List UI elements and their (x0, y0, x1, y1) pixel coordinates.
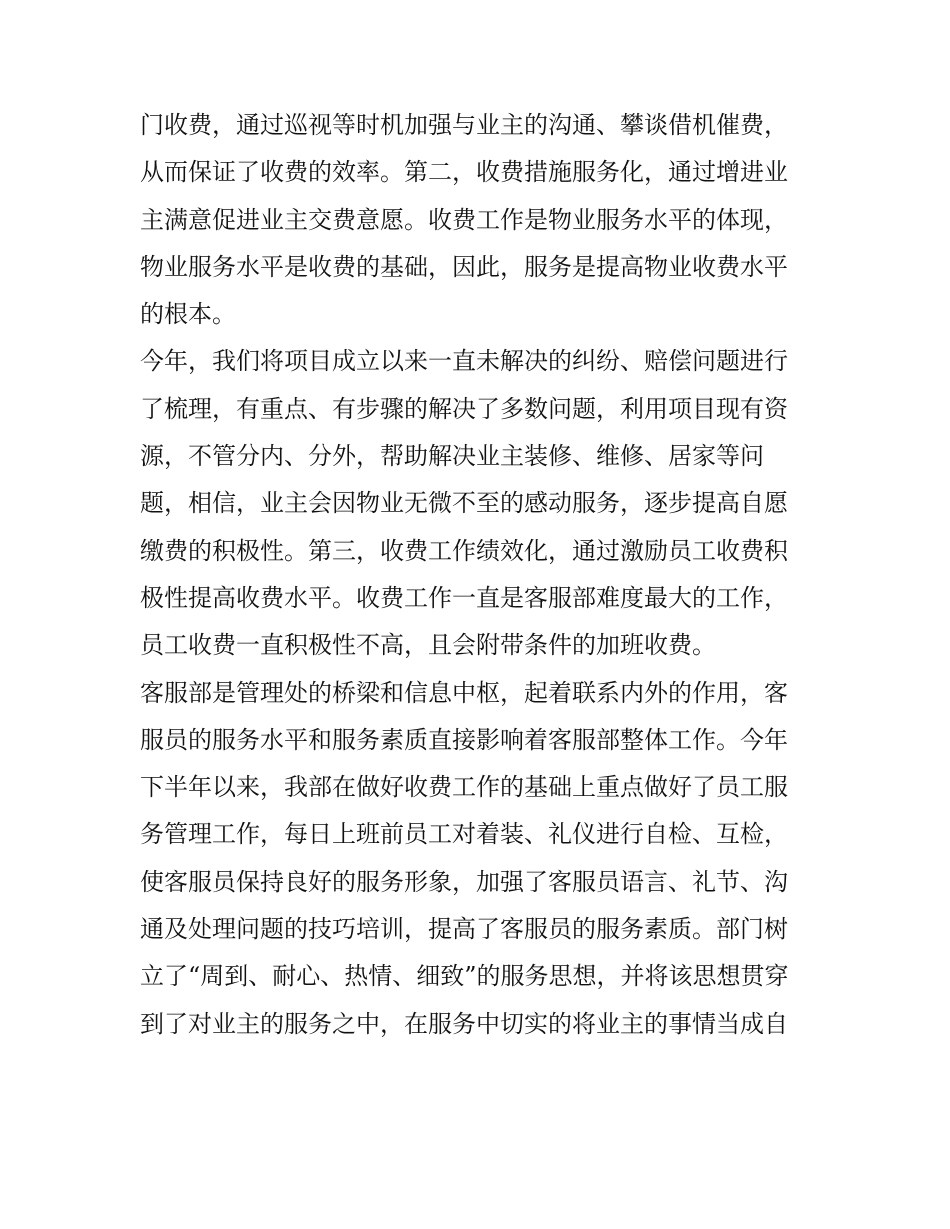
text-line: 务管理工作，每日上班前员工对着装、礼仪进行自检、互检， (140, 820, 788, 849)
text-line: 立了“周到、耐心、热情、细致”的服务思想，并将该思想贯穿 (140, 962, 789, 991)
text-line: 服员的服务水平和服务素质直接影响着客服部整体工作。今年 (140, 725, 788, 754)
text-line: 极性提高收费水平。收费工作一直是客服部难度最大的工作， (140, 583, 788, 612)
text-line: 客服部是管理处的桥梁和信息中枢，起着联系内外的作用，客 (140, 678, 788, 707)
text-line: 今年，我们将项目成立以来一直未解决的纠纷、赔偿问题进行 (140, 347, 788, 376)
text-line: 下半年以来，我部在做好收费工作的基础上重点做好了员工服 (140, 773, 788, 802)
document-body (140, 102, 820, 1048)
text-line: 主满意促进业主交费意愿。收费工作是物业服务水平的体现， (140, 205, 788, 234)
text-line: 了梳理，有重点、有步骤的解决了多数问题，利用项目现有资 (140, 394, 788, 423)
text-line: 使客服员保持良好的服务形象，加强了客服员语言、礼节、沟 (140, 867, 788, 896)
text-line: 门收费，通过巡视等时机加强与业主的沟通、攀谈借机催费， (140, 111, 788, 139)
text-line: 题，相信，业主会因物业无微不至的感动服务，逐步提高自愿 (140, 489, 788, 518)
text-line: 到了对业主的服务之中，在服务中切实的将业主的事情当成自 (140, 1009, 788, 1038)
text-line: 员工收费一直积极性不高，且会附带条件的加班收费。 (140, 631, 716, 660)
text-line: 的根本。 (140, 300, 236, 329)
text-line: 从而保证了收费的效率。第二，收费措施服务化，通过增进业 (140, 158, 788, 187)
text-line: 缴费的积极性。第三，收费工作绩效化，通过激励员工收费积 (140, 536, 788, 565)
text-line: 通及处理问题的技巧培训，提高了客服员的服务素质。部门树 (140, 915, 788, 944)
text-line: 物业服务水平是收费的基础，因此，服务是提高物业收费水平 (140, 252, 788, 281)
text-line: 源，不管分内、分外，帮助解决业主装修、维修、居家等问 (140, 442, 764, 471)
